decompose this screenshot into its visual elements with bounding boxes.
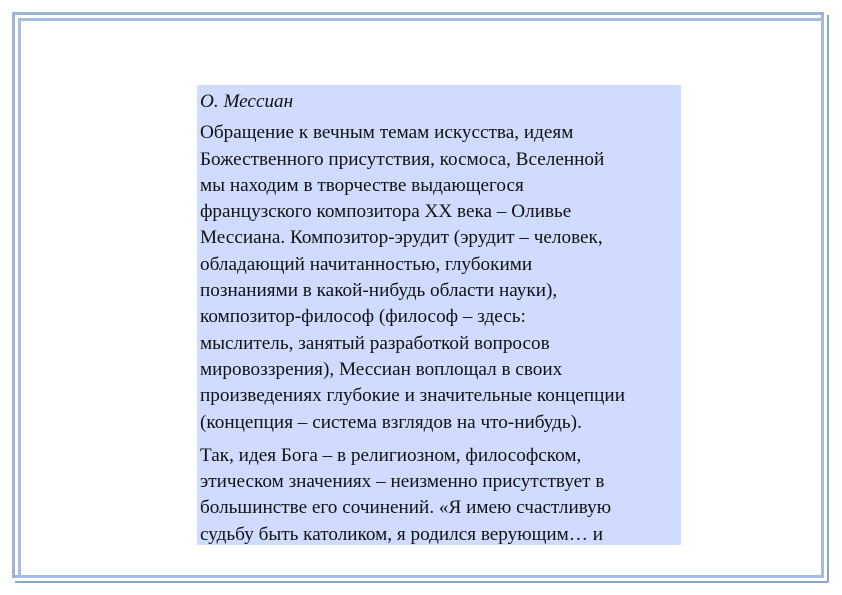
paragraph-line: мировоззрения), Мессиан воплощал в своих <box>200 358 563 380</box>
paragraph-line: произведениях глубокие и значительные концепции <box>200 385 625 407</box>
author-heading: О. Мессиан <box>200 91 294 112</box>
paragraph-line: Божественного присутствия, космоса, Вселенной <box>200 148 605 170</box>
paragraph-line: мыслитель, занятый разработкой вопросов <box>200 332 550 354</box>
paragraph-line: обладающий начитанностью, глубокими <box>200 253 533 275</box>
paragraph-line: большинстве его сочинений. «Я имею счастливую <box>200 497 612 519</box>
paragraph-line: (концепция – система взглядов на что-нибудь). <box>200 411 582 433</box>
paragraph-line: судьбу быть католиком, я родился верующим… и <box>200 523 604 545</box>
quoted-text-block <box>197 85 681 545</box>
first-paragraph <box>200 120 678 436</box>
paragraph-line: Так, идея Бога – в религиозном, философском, <box>200 444 582 466</box>
paragraph-line: мы находим в творчестве выдающегося <box>200 174 524 196</box>
paragraph-line: этическом значениях – неизменно присутствует в <box>200 471 605 493</box>
paragraph-line: познаниями в какой-нибудь области науки), <box>200 280 558 302</box>
paragraph-line: композитор-философ (философ – здесь: <box>200 306 526 328</box>
second-paragraph <box>200 443 678 545</box>
paragraph-line: французского композитора XX века – Оливье <box>200 201 572 223</box>
paragraph-line: Мессиана. Композитор-эрудит (эрудит – человек, <box>200 227 603 249</box>
paragraph-line: Обращение к вечным темам искусства, идеям <box>200 122 574 144</box>
